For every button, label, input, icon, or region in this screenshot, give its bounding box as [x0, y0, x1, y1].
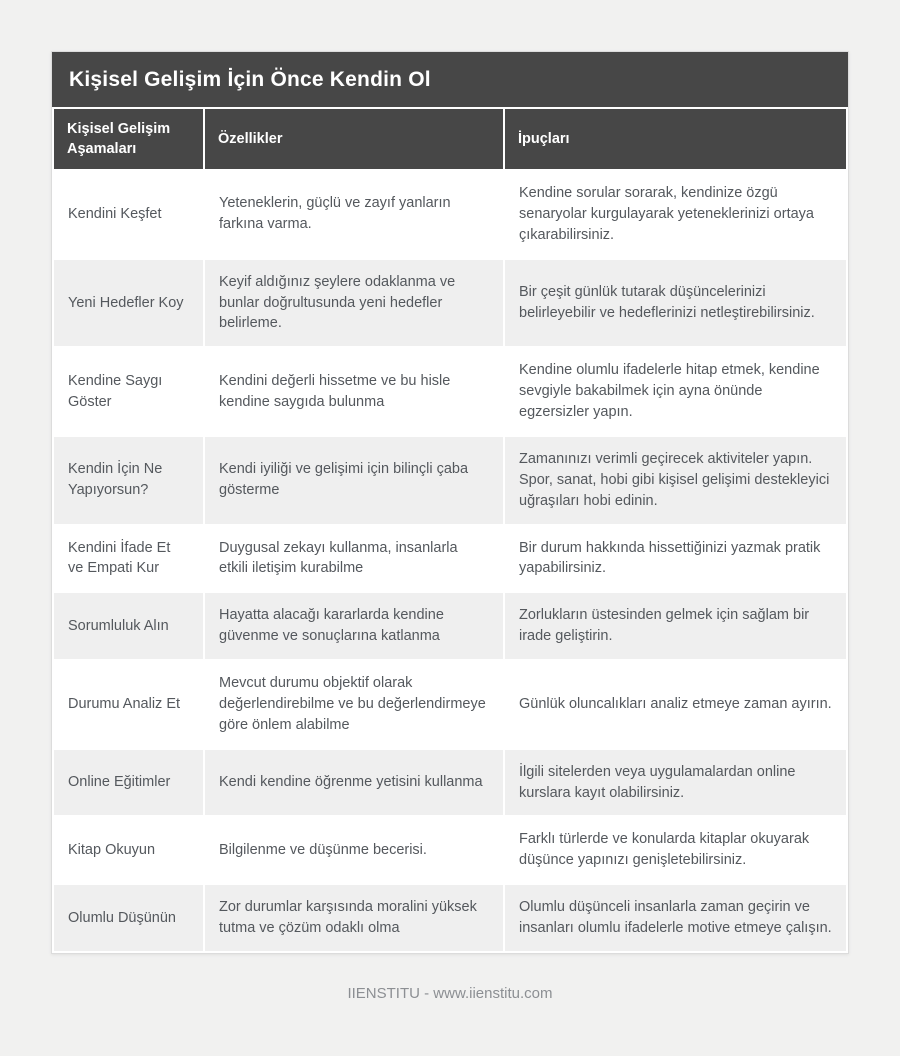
stage-cell: Kendin İçin Ne Yapıyorsun?	[54, 437, 203, 524]
page-title: Kişisel Gelişim İçin Önce Kendin Ol	[52, 52, 848, 107]
tips-cell: Bir çeşit günlük tutarak düşüncelerinizi belirleyebilir ve hedeflerinizi netleştirebilirsiniz.	[505, 260, 846, 347]
stage-cell: Kendini İfade Et ve Empati Kur	[54, 526, 203, 592]
table-row	[54, 526, 846, 592]
stage-cell: Online Eğitimler	[54, 750, 203, 816]
table-row	[54, 817, 846, 883]
features-cell: Zor durumlar karşısında moralini yüksek tutma ve çözüm odaklı olma	[205, 885, 503, 951]
features-cell: Keyif aldığınız şeylere odaklanma ve bunlar doğrultusunda yeni hedefler belirleme.	[205, 260, 503, 347]
table-row	[54, 750, 846, 816]
stage-cell: Olumlu Düşünün	[54, 885, 203, 951]
features-cell: Kendini değerli hissetme ve bu hisle kendine saygıda bulunma	[205, 348, 503, 435]
stage-cell: Kitap Okuyun	[54, 817, 203, 883]
personal-development-card	[51, 51, 849, 954]
stage-cell: Yeni Hedefler Koy	[54, 260, 203, 347]
tips-cell: Kendine olumlu ifadelerle hitap etmek, kendine sevgiyle bakabilmek için ayna önünde egzersizler yapın.	[505, 348, 846, 435]
features-cell: Bilgilenme ve düşünme becerisi.	[205, 817, 503, 883]
personal-development-table	[52, 107, 848, 953]
features-cell: Kendi iyiliği ve gelişimi için bilinçli çaba gösterme	[205, 437, 503, 524]
tips-cell: İlgili sitelerden veya uygulamalardan online kurslara kayıt olabilirsiniz.	[505, 750, 846, 816]
tips-cell: Bir durum hakkında hissettiğinizi yazmak pratik yapabilirsiniz.	[505, 526, 846, 592]
table-row	[54, 260, 846, 347]
features-cell: Mevcut durumu objektif olarak değerlendirebilme ve bu değerlendirmeye göre önlem alabilme	[205, 661, 503, 748]
features-cell: Hayatta alacağı kararlarda kendine güvenme ve sonuçlarına katlanma	[205, 593, 503, 659]
features-cell: Yeteneklerin, güçlü ve zayıf yanların farkına varma.	[205, 171, 503, 258]
stage-cell: Kendine Saygı Göster	[54, 348, 203, 435]
tips-cell: Kendine sorular sorarak, kendinize özgü senaryolar kurgulayarak yeteneklerinizi ortaya çıkarabilirsiniz.	[505, 171, 846, 258]
table-header-row	[54, 109, 846, 169]
features-cell: Kendi kendine öğrenme yetisini kullanma	[205, 750, 503, 816]
table-row	[54, 661, 846, 748]
table-row	[54, 437, 846, 524]
table-row	[54, 348, 846, 435]
stage-cell: Durumu Analiz Et	[54, 661, 203, 748]
stage-cell: Sorumluluk Alın	[54, 593, 203, 659]
tips-cell: Günlük oluncalıkları analiz etmeye zaman ayırın.	[505, 661, 846, 748]
column-header-features: Özellikler	[205, 109, 503, 169]
tips-cell: Olumlu düşünceli insanlarla zaman geçirin ve insanları olumlu ifadelerle motive etmeye çalışın.	[505, 885, 846, 951]
table-row	[54, 885, 846, 951]
tips-cell: Farklı türlerde ve konularda kitaplar okuyarak düşünce yapınızı genişletebilirsiniz.	[505, 817, 846, 883]
table-row	[54, 171, 846, 258]
table-row	[54, 593, 846, 659]
features-cell: Duygusal zekayı kullanma, insanlarla etkili iletişim kurabilme	[205, 526, 503, 592]
column-header-tips: İpuçları	[505, 109, 846, 169]
stage-cell: Kendini Keşfet	[54, 171, 203, 258]
tips-cell: Zamanınızı verimli geçirecek aktiviteler yapın. Spor, sanat, hobi gibi kişisel gelişimi destekleyici uğraşıları hobi edinin.	[505, 437, 846, 524]
tips-cell: Zorlukların üstesinden gelmek için sağlam bir irade geliştirin.	[505, 593, 846, 659]
column-header-stages: Kişisel Gelişim Aşamaları	[54, 109, 203, 169]
footer-credit: IIENSTITU - www.iienstitu.com	[347, 985, 553, 1002]
